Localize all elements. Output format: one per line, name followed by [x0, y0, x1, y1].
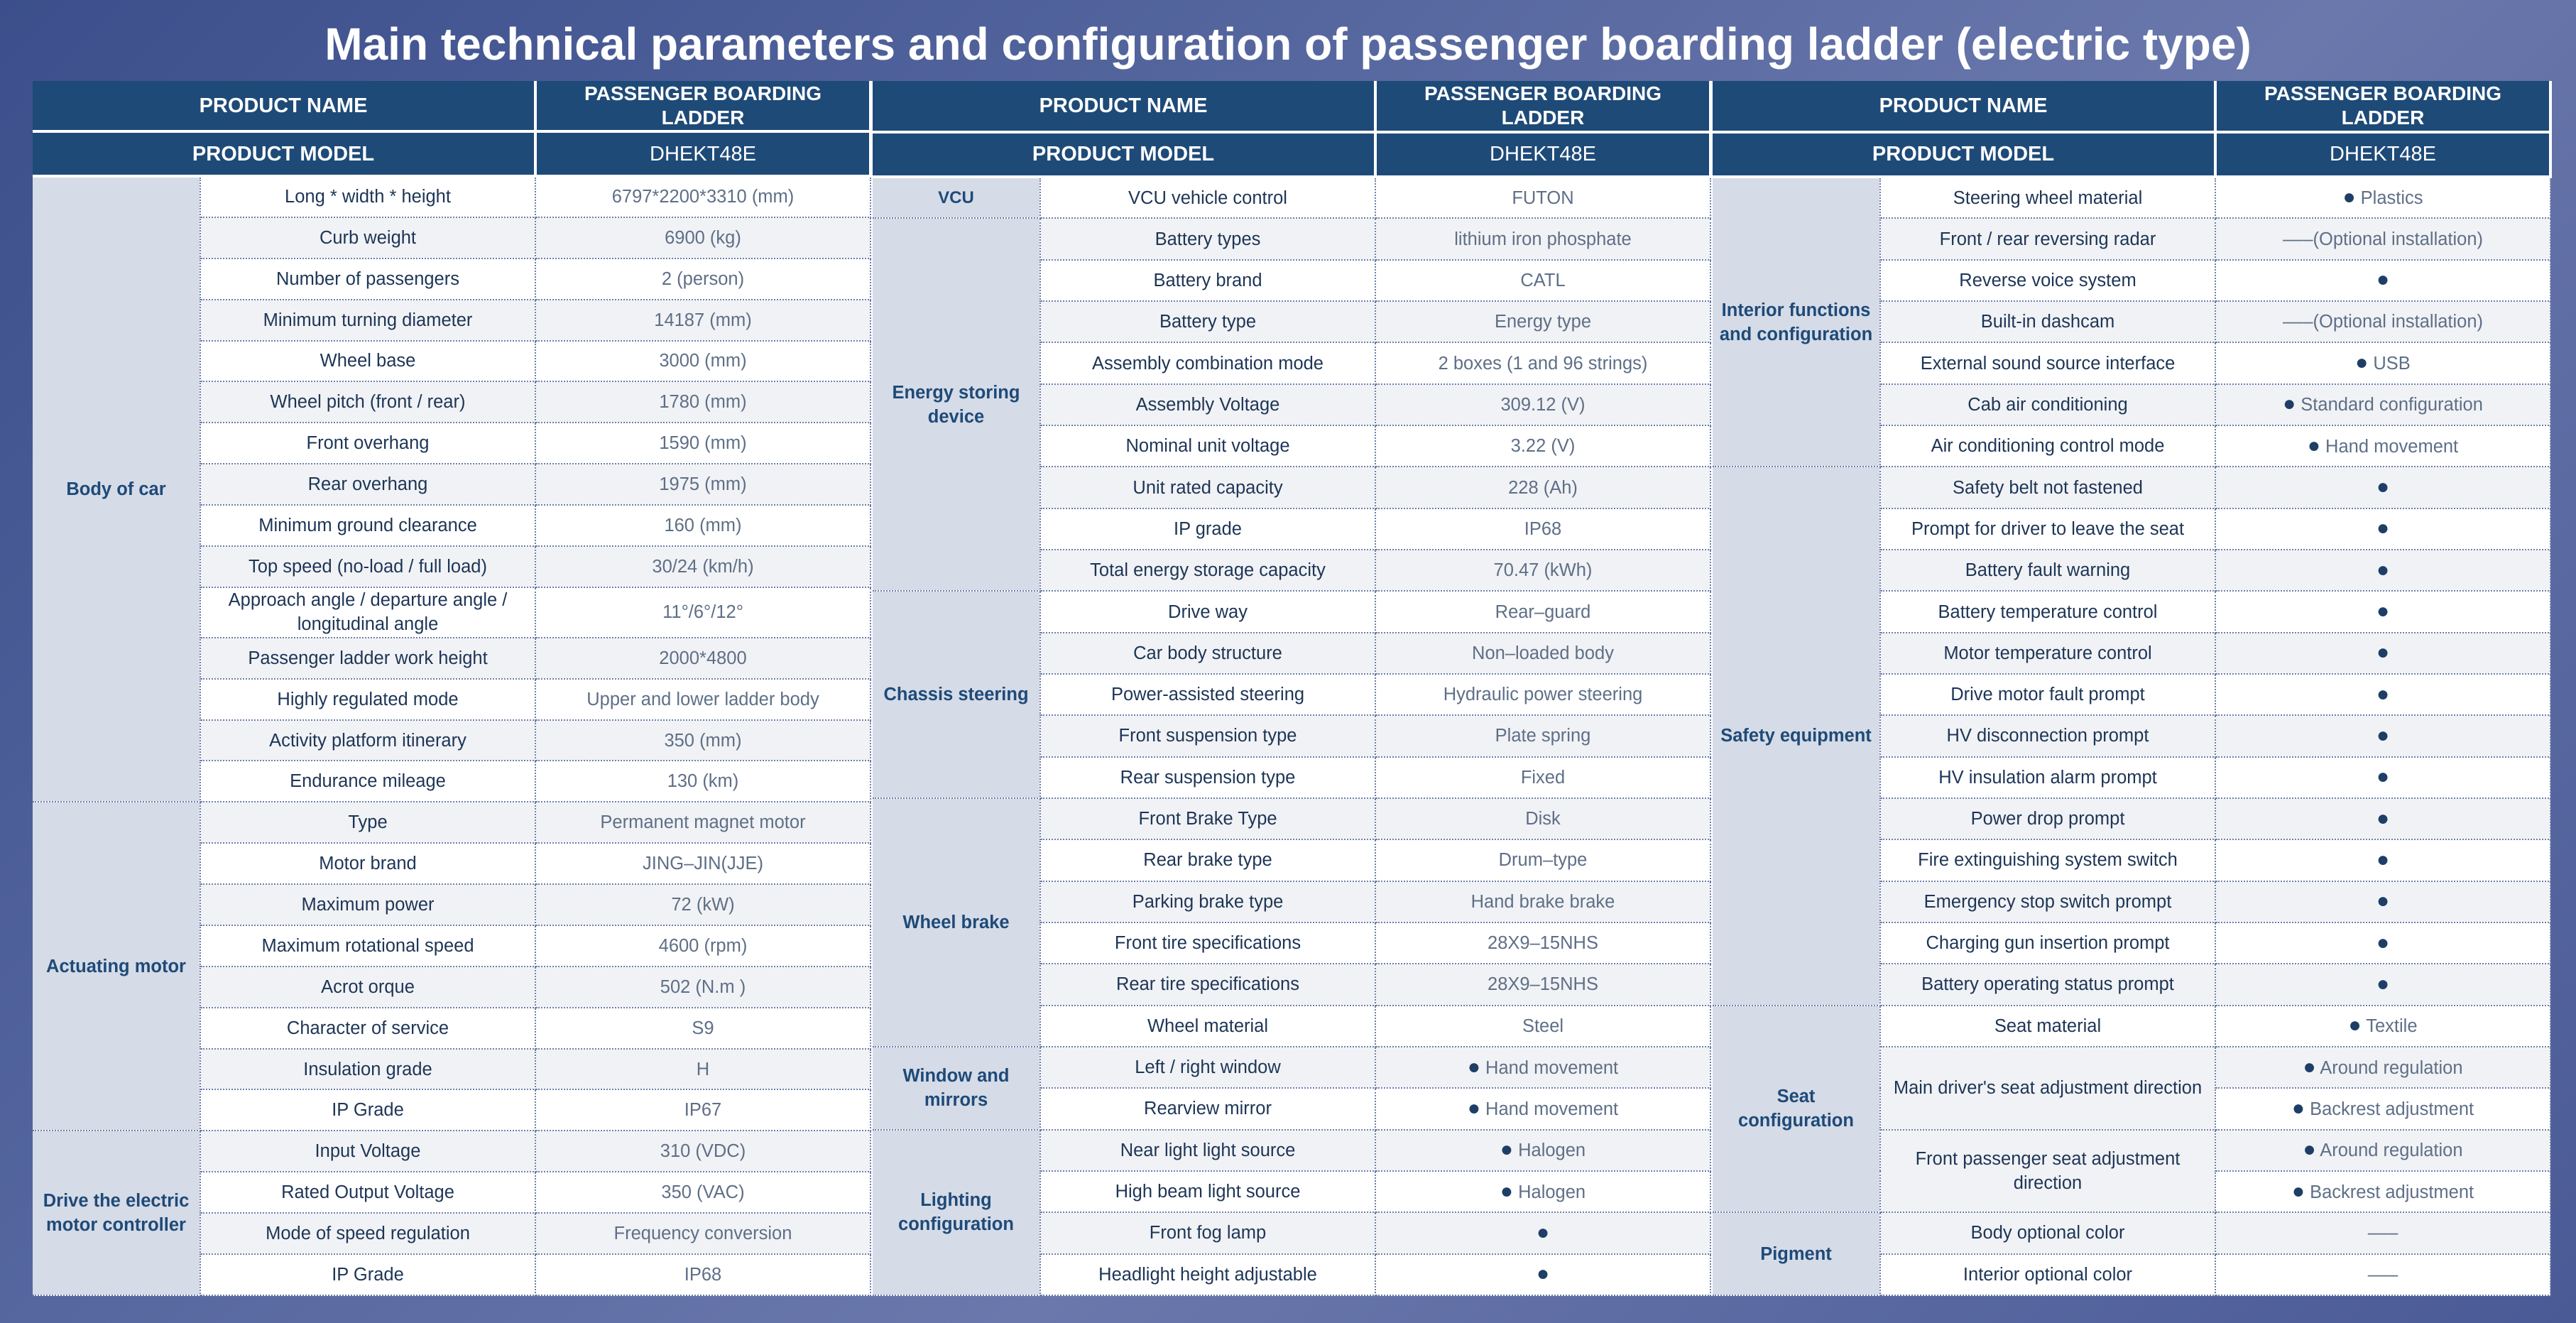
product-model-value: DHEKT48E: [535, 131, 871, 176]
product-model-label: PRODUCT MODEL: [873, 132, 1375, 177]
spec-item: Battery brand: [1040, 260, 1375, 301]
spec-value: [2215, 218, 2550, 259]
spec-item: Near light light source: [1040, 1130, 1375, 1171]
spec-item: IP Grade: [200, 1089, 535, 1131]
spec-value-text: 160 (mm): [664, 515, 742, 535]
spec-value: [1375, 839, 1710, 881]
spec-item: Maximum rotational speed: [200, 925, 535, 967]
spec-value-text: Halogen: [1513, 1182, 1586, 1202]
bullet-icon: ●: [2303, 1138, 2316, 1162]
spec-item: HV insulation alarm prompt: [1880, 757, 2215, 798]
spec-item: Total energy storage capacity: [1040, 550, 1375, 591]
product-name-value: PASSENGER BOARDING LADDER: [1375, 81, 1710, 132]
spec-value-text: S9: [692, 1018, 714, 1038]
spec-item: Wheel base: [200, 341, 535, 382]
spec-value-text: IP67: [684, 1100, 722, 1121]
table-row: [873, 177, 1710, 218]
bullet-icon: ●: [1467, 1096, 1480, 1120]
bullet-icon: ●: [2376, 723, 2390, 747]
spec-item: Number of passengers: [200, 258, 535, 300]
spec-value-text: Upper and lower ladder body: [586, 689, 819, 709]
spec-item: High beam light source: [1040, 1171, 1375, 1212]
product-name-label: PRODUCT NAME: [873, 81, 1375, 132]
spec-value-text: Backrest adjustment: [2305, 1182, 2474, 1202]
spec-value: [1375, 1088, 1710, 1129]
spec-value-text: 3000 (mm): [659, 351, 747, 371]
bullet-icon: ●: [2348, 1013, 2362, 1038]
spec-table-middle: [873, 81, 1712, 1296]
spec-value-text: Frequency conversion: [613, 1224, 792, 1244]
category-label: Window and mirrors: [873, 1047, 1040, 1130]
spec-item: Motor brand: [200, 843, 535, 884]
spec-value: [1375, 425, 1710, 467]
spec-value-text: Hand movement: [1480, 1057, 1619, 1078]
spec-value: [1375, 881, 1710, 922]
category-label: Interior functions and configuration: [1713, 177, 1880, 467]
spec-value: [535, 884, 871, 925]
page-title: Main technical parameters and configuration of passenger boarding ladder (electric type): [324, 18, 2252, 70]
spec-value: [535, 925, 871, 967]
spec-value: [535, 505, 871, 546]
spec-value: [535, 843, 871, 884]
spec-item: Main driver's seat adjustment direction: [1880, 1047, 2215, 1130]
table-row: [33, 176, 871, 217]
spec-item: Headlight height adjustable: [1040, 1254, 1375, 1295]
bullet-icon: ●: [2376, 268, 2390, 292]
bullet-icon: ●: [2283, 392, 2296, 416]
spec-item: Charging gun insertion prompt: [1880, 922, 2215, 964]
spec-value-text: Plastics: [2355, 188, 2423, 209]
category-label: Lighting configuration: [873, 1130, 1040, 1295]
table-row: [873, 798, 1710, 839]
bullet-icon: ●: [1500, 1179, 1514, 1203]
spec-item: Battery type: [1040, 301, 1375, 342]
spec-value-text: Permanent magnet motor: [600, 812, 806, 833]
spec-item: Input Voltage: [200, 1131, 535, 1172]
table-row: [873, 591, 1710, 632]
spec-value: [535, 802, 871, 843]
spec-value: [1375, 715, 1710, 756]
spec-value: [535, 761, 871, 802]
spec-item: Battery fault warning: [1880, 550, 2215, 591]
spec-value-text: 1780 (mm): [659, 392, 747, 413]
spec-item: Front passenger seat adjustment direction: [1880, 1130, 2215, 1213]
spec-value: [2215, 177, 2550, 218]
spec-value: [1375, 342, 1710, 383]
bullet-icon: ●: [2376, 599, 2390, 623]
bullet-icon: ●: [2376, 475, 2390, 499]
spec-value-text: Hydraulic power steering: [1443, 685, 1643, 705]
spec-item: Highly regulated mode: [200, 679, 535, 720]
spec-value-text: 310 (VDC): [660, 1141, 746, 1162]
spec-item: Power-assisted steering: [1040, 674, 1375, 715]
spec-value-text: 309.12 (V): [1500, 394, 1586, 415]
spec-value-text: 4600 (rpm): [658, 935, 748, 956]
category-label: VCU: [873, 177, 1040, 218]
spec-value-text: 1975 (mm): [659, 474, 747, 495]
spec-item: Front fog lamp: [1040, 1212, 1375, 1253]
bullet-icon: ●: [2376, 641, 2390, 665]
spec-item: Reverse voice system: [1880, 260, 2215, 301]
bullet-icon: ●: [2291, 1179, 2305, 1203]
bullet-icon: ●: [1536, 1262, 1550, 1286]
spec-value-text: 350 (VAC): [661, 1182, 745, 1203]
spec-value: [1375, 674, 1710, 715]
spec-value-text: 228 (Ah): [1508, 477, 1578, 498]
category-label: Energy storing device: [873, 218, 1040, 591]
spec-value-text: 3.22 (V): [1510, 436, 1576, 457]
spec-value: [1375, 757, 1710, 798]
table-row: [33, 802, 871, 843]
spec-item: Assembly Voltage: [1040, 384, 1375, 425]
spec-value-text: CATL: [1520, 270, 1566, 290]
bullet-icon: ●: [2376, 516, 2390, 540]
spec-value-text: Backrest adjustment: [2305, 1099, 2474, 1119]
spec-value-text: Around regulation: [2315, 1057, 2463, 1078]
spec-value-text: –––: [2367, 1264, 2398, 1285]
spec-item: Insulation grade: [200, 1049, 535, 1090]
spec-value: [2215, 1130, 2550, 1171]
product-model-value: DHEKT48E: [1375, 132, 1710, 177]
spec-value: [2215, 715, 2550, 756]
spec-value: [2215, 1212, 2550, 1253]
bullet-icon: ●: [2376, 889, 2390, 913]
category-label: Actuating motor: [33, 802, 200, 1131]
spec-value: [2215, 674, 2550, 715]
spec-value-text: 28X9–15NHS: [1488, 974, 1598, 995]
spec-item: HV disconnection prompt: [1880, 715, 2215, 756]
spec-value: [1375, 1171, 1710, 1212]
spec-value: [535, 1254, 871, 1295]
category-label: Seat configuration: [1713, 1006, 1880, 1213]
spec-value: [2215, 467, 2550, 508]
spec-value: [2215, 1254, 2550, 1295]
spec-value-text: Halogen: [1513, 1140, 1586, 1161]
bullet-icon: ●: [2376, 930, 2390, 954]
spec-value: [1375, 467, 1710, 508]
spec-value: [535, 423, 871, 464]
spec-table-right: [1713, 81, 2552, 1296]
spec-value: [535, 720, 871, 761]
spec-value-text: Drum–type: [1498, 850, 1588, 871]
spec-value-text: 6797*2200*3310 (mm): [611, 187, 795, 207]
spec-item: Approach angle / departure angle / longitudinal angle: [200, 587, 535, 638]
bullet-icon: ●: [2291, 1096, 2305, 1120]
spec-item: Acrot orque: [200, 967, 535, 1008]
spec-value: [2215, 550, 2550, 591]
category-label: Chassis steering: [873, 591, 1040, 798]
bullet-icon: ●: [2376, 806, 2390, 830]
table-row: [1713, 177, 2550, 218]
bullet-icon: ●: [2376, 557, 2390, 582]
category-label: Body of car: [33, 176, 200, 802]
spec-item: Prompt for driver to leave the seat: [1880, 508, 2215, 550]
spec-item: Long * width * height: [200, 176, 535, 217]
spec-value-text: 6900 (kg): [665, 227, 741, 248]
spec-value-text: –––(Optional installation): [2282, 229, 2484, 249]
spec-item: Passenger ladder work height: [200, 638, 535, 679]
spec-item: Minimum turning diameter: [200, 300, 535, 341]
spec-item: Wheel pitch (front / rear): [200, 381, 535, 423]
product-model-label: PRODUCT MODEL: [1713, 132, 2215, 177]
spec-value: [2215, 384, 2550, 425]
spec-item: Front suspension type: [1040, 715, 1375, 756]
spec-value: [2215, 964, 2550, 1005]
spec-value: [1375, 1130, 1710, 1171]
spec-value-text: 70.47 (kWh): [1493, 560, 1593, 581]
spec-item: Rearview mirror: [1040, 1088, 1375, 1129]
spec-value-text: Textile: [2361, 1016, 2418, 1037]
table-row: [33, 1131, 871, 1172]
spec-item: Maximum power: [200, 884, 535, 925]
spec-value: [535, 176, 871, 217]
bullet-icon: ●: [2307, 433, 2320, 457]
spec-value: [535, 341, 871, 382]
spec-value: [1375, 798, 1710, 839]
spec-item: Wheel material: [1040, 1006, 1375, 1047]
spec-item: Nominal unit voltage: [1040, 425, 1375, 467]
spec-item: Assembly combination mode: [1040, 342, 1375, 383]
bullet-icon: ●: [2376, 682, 2390, 706]
spec-item: IP grade: [1040, 508, 1375, 550]
spec-value-text: 350 (mm): [664, 730, 742, 751]
spec-item: Built-in dashcam: [1880, 301, 2215, 342]
spec-value: [2215, 798, 2550, 839]
spec-value: [1375, 591, 1710, 632]
spec-value: [535, 1172, 871, 1213]
spec-item: Activity platform itinerary: [200, 720, 535, 761]
table-row: [1713, 467, 2550, 508]
table-row: [1713, 1006, 2550, 1047]
spec-value-text: 2000*4800: [659, 648, 747, 668]
spec-value: [535, 546, 871, 587]
spec-value-text: Energy type: [1494, 312, 1592, 332]
spec-value: [1375, 964, 1710, 1005]
spec-value: [535, 1213, 871, 1254]
category-label: Wheel brake: [873, 798, 1040, 1047]
spec-value-text: 72 (kW): [671, 895, 735, 915]
product-name-value: PASSENGER BOARDING LADDER: [535, 81, 871, 131]
spec-item: Rear overhang: [200, 464, 535, 505]
spec-item: Rear suspension type: [1040, 757, 1375, 798]
spec-value: [1375, 1006, 1710, 1047]
spec-value-text: Hand movement: [2320, 436, 2459, 457]
spec-value-text: Non–loaded body: [1472, 643, 1614, 663]
spec-item: Mode of speed regulation: [200, 1213, 535, 1254]
spec-value: [1375, 633, 1710, 674]
spec-value-text: JING–JIN(JJE): [642, 854, 763, 874]
spec-item: IP Grade: [200, 1254, 535, 1295]
spec-value: [2215, 342, 2550, 383]
spec-value-text: 28X9–15NHS: [1488, 933, 1598, 954]
spec-item: Fire extinguishing system switch: [1880, 839, 2215, 881]
spec-value: [535, 1089, 871, 1131]
spec-value-text: Standard configuration: [2296, 395, 2483, 415]
spec-value-text: 1590 (mm): [659, 433, 747, 454]
spec-item: Minimum ground clearance: [200, 505, 535, 546]
spec-value-text: Disk: [1525, 809, 1561, 829]
spec-value-text: USB: [2368, 354, 2411, 374]
spec-value-text: 2 (person): [661, 268, 745, 289]
table-row: [873, 1047, 1710, 1088]
spec-value: [2215, 260, 2550, 301]
spec-value-text: H: [696, 1059, 710, 1079]
spec-item: Drive motor fault prompt: [1880, 674, 2215, 715]
spec-item: Battery types: [1040, 218, 1375, 259]
spec-item: Front overhang: [200, 423, 535, 464]
spec-value: [1375, 1212, 1710, 1253]
spec-value: [2215, 301, 2550, 342]
spec-value: [2215, 591, 2550, 632]
spec-value-text: lithium iron phosphate: [1454, 229, 1632, 249]
spec-value-text: FUTON: [1512, 187, 1574, 208]
product-name-label: PRODUCT NAME: [33, 81, 535, 131]
spec-value: [2215, 922, 2550, 964]
spec-table-left: [33, 81, 872, 1296]
spec-value: [535, 1131, 871, 1172]
spec-value-text: Rear–guard: [1495, 601, 1591, 622]
spec-value-text: 502 (N.m ): [660, 976, 746, 997]
bullet-icon: ●: [2376, 765, 2390, 789]
spec-value: [1375, 508, 1710, 550]
spec-value: [535, 967, 871, 1008]
spec-value: [1375, 1254, 1710, 1295]
spec-value: [535, 587, 871, 638]
spec-value-text: 14187 (mm): [654, 310, 752, 330]
spec-item: Curb weight: [200, 217, 535, 258]
bullet-icon: ●: [2376, 847, 2390, 871]
spec-value-text: 11°/6°/12°: [662, 602, 743, 623]
spec-item: Cab air conditioning: [1880, 384, 2215, 425]
spec-value: [535, 464, 871, 505]
spec-item: Rear brake type: [1040, 839, 1375, 881]
spec-item: Safety belt not fastened: [1880, 467, 2215, 508]
spec-value: [535, 1049, 871, 1090]
spec-item: Air conditioning control mode: [1880, 425, 2215, 467]
product-model-value: DHEKT48E: [2215, 132, 2550, 177]
spec-item: Battery operating status prompt: [1880, 964, 2215, 1005]
spec-value-text: IP68: [684, 1264, 722, 1285]
spec-item: Emergency stop switch prompt: [1880, 881, 2215, 922]
spec-item: Type: [200, 802, 535, 843]
spec-item: Motor temperature control: [1880, 633, 2215, 674]
spec-value: [2215, 1171, 2550, 1212]
bullet-icon: ●: [1536, 1220, 1550, 1244]
category-label: Safety equipment: [1713, 467, 1880, 1005]
spec-item: Car body structure: [1040, 633, 1375, 674]
spec-value-text: IP68: [1524, 518, 1562, 539]
spec-value: [2215, 1088, 2550, 1129]
spec-item: Front Brake Type: [1040, 798, 1375, 839]
spec-value-text: Plate spring: [1495, 726, 1591, 746]
spec-value: [2215, 839, 2550, 881]
spec-value-text: –––: [2367, 1223, 2398, 1243]
spec-sheet: [33, 81, 2550, 1296]
spec-value-text: Hand movement: [1480, 1099, 1619, 1119]
spec-item: External sound source interface: [1880, 342, 2215, 383]
spec-value: [2215, 881, 2550, 922]
spec-item: Body optional color: [1880, 1212, 2215, 1253]
spec-value: [535, 638, 871, 679]
spec-value: [1375, 550, 1710, 591]
bullet-icon: ●: [2303, 1055, 2316, 1079]
bullet-icon: ●: [1467, 1055, 1480, 1079]
spec-value: [1375, 177, 1710, 218]
bullet-icon: ●: [2342, 185, 2356, 209]
spec-item: Rear tire specifications: [1040, 964, 1375, 1005]
spec-value: [535, 679, 871, 720]
bullet-icon: ●: [2355, 351, 2369, 375]
spec-value: [535, 217, 871, 258]
spec-value: [535, 300, 871, 341]
spec-value-text: Around regulation: [2315, 1140, 2463, 1161]
spec-item: Steering wheel material: [1880, 177, 2215, 218]
product-model-label: PRODUCT MODEL: [33, 131, 535, 176]
spec-value: [1375, 260, 1710, 301]
spec-item: Rated Output Voltage: [200, 1172, 535, 1213]
spec-value-text: 2 boxes (1 and 96 strings): [1438, 353, 1648, 374]
spec-value: [2215, 425, 2550, 467]
bullet-icon: ●: [2376, 971, 2390, 996]
product-name-value: PASSENGER BOARDING LADDER: [2215, 81, 2550, 132]
spec-item: Interior optional color: [1880, 1254, 2215, 1295]
spec-value: [535, 381, 871, 423]
spec-value-text: –––(Optional installation): [2282, 312, 2484, 332]
spec-item: Front / rear reversing radar: [1880, 218, 2215, 259]
bullet-icon: ●: [1500, 1138, 1514, 1162]
spec-value: [2215, 508, 2550, 550]
spec-value: [1375, 1047, 1710, 1088]
spec-value: [1375, 922, 1710, 964]
table-row: [873, 1130, 1710, 1171]
spec-value-text: Fixed: [1520, 767, 1566, 788]
spec-value: [1375, 384, 1710, 425]
spec-item: Battery temperature control: [1880, 591, 2215, 632]
spec-item: Drive way: [1040, 591, 1375, 632]
spec-item: Left / right window: [1040, 1047, 1375, 1088]
spec-value: [2215, 633, 2550, 674]
spec-value-text: Hand brake brake: [1470, 891, 1615, 912]
spec-value-text: Steel: [1522, 1016, 1564, 1036]
spec-item: Power drop prompt: [1880, 798, 2215, 839]
spec-item: Character of service: [200, 1008, 535, 1049]
spec-value: [2215, 1006, 2550, 1047]
spec-item: Top speed (no-load / full load): [200, 546, 535, 587]
spec-value-text: 130 (km): [667, 771, 739, 792]
spec-item: Unit rated capacity: [1040, 467, 1375, 508]
spec-value: [2215, 1047, 2550, 1088]
category-label: Pigment: [1713, 1212, 1880, 1295]
table-row: [1713, 1212, 2550, 1253]
spec-value: [1375, 301, 1710, 342]
spec-item: Parking brake type: [1040, 881, 1375, 922]
spec-value: [535, 258, 871, 300]
product-name-label: PRODUCT NAME: [1713, 81, 2215, 132]
spec-value: [535, 1008, 871, 1049]
spec-value: [1375, 218, 1710, 259]
spec-value: [2215, 757, 2550, 798]
table-row: [873, 218, 1710, 259]
spec-value-text: 30/24 (km/h): [652, 556, 754, 577]
spec-item: Seat material: [1880, 1006, 2215, 1047]
spec-item: Endurance mileage: [200, 761, 535, 802]
spec-item: VCU vehicle control: [1040, 177, 1375, 218]
category-label: Drive the electric motor controller: [33, 1131, 200, 1295]
spec-item: Front tire specifications: [1040, 922, 1375, 964]
